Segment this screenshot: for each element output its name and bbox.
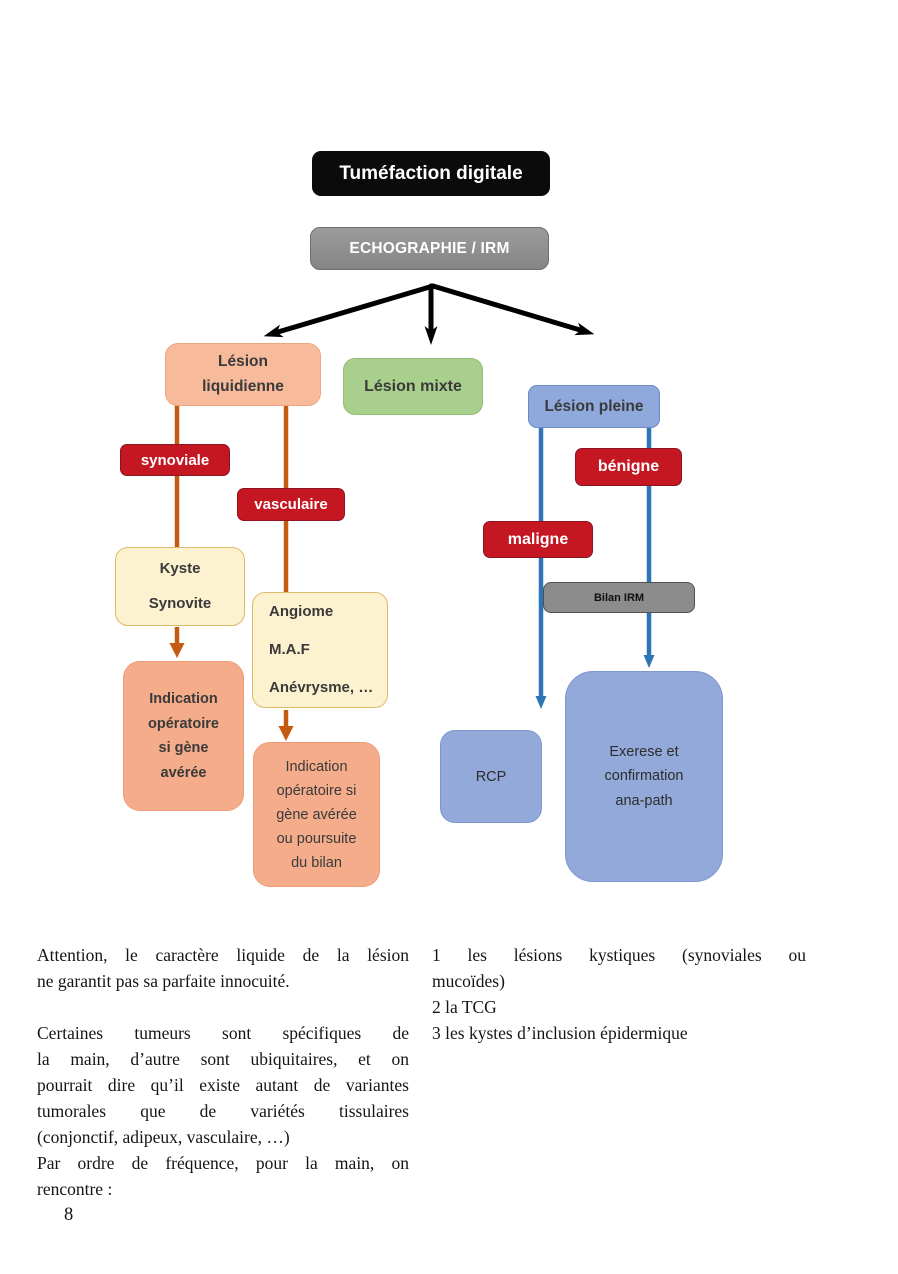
node-indication-operatoire-2 <box>253 742 380 887</box>
diagram-title: Tuméfaction digitale <box>312 151 550 196</box>
arrow-to-lesion-liquidienne <box>278 286 433 332</box>
tag-maligne: maligne <box>483 521 593 558</box>
text-line: avérée <box>160 764 207 781</box>
node-bilan-irm: Bilan IRM <box>543 582 695 613</box>
text-line: Certaines tumeurs sont spécifiques de <box>37 1023 409 1043</box>
text-line: Exerese et <box>609 743 679 760</box>
modality-box: ECHOGRAPHIE / IRM <box>310 227 549 270</box>
node-exerese <box>565 671 723 882</box>
tag-synoviale: synoviale <box>120 444 230 476</box>
body-right-column <box>432 942 806 1046</box>
kyste-label: Kyste <box>159 560 201 577</box>
node-lesion-pleine: Lésion pleine <box>528 385 660 428</box>
paragraph-certaines-tumeurs <box>37 1020 409 1150</box>
node-rcp: RCP <box>440 730 542 823</box>
paragraph-par-ordre <box>37 1150 409 1202</box>
text-line: ne garantit pas sa parfaite innocuité. <box>37 971 290 991</box>
text-line: tumorales que de variétés tissulaires <box>37 1101 409 1121</box>
page-number: 8 <box>64 1205 74 1225</box>
text-line: pourrait dire qu’il existe autant de variantes <box>37 1075 409 1095</box>
text-line: rencontre : <box>37 1179 113 1199</box>
list-item-3: 3 les kystes d’inclusion épidermique <box>432 1023 688 1043</box>
text-line: Indication <box>285 758 348 775</box>
text-line: opératoire si <box>276 782 357 799</box>
node-indication-operatoire-1 <box>123 661 244 811</box>
tag-vasculaire: vasculaire <box>237 488 345 521</box>
text-line: (conjonctif, adipeux, vasculaire, …) <box>37 1127 290 1147</box>
text-line: 1 les lésions kystiques (synoviales ou <box>432 945 806 965</box>
node-lesion-mixte: Lésion mixte <box>343 358 483 415</box>
text-line: opératoire <box>148 715 219 732</box>
text-line: confirmation <box>604 768 684 785</box>
angiome-label: Angiome <box>269 603 334 620</box>
tag-benigne: bénigne <box>575 448 682 486</box>
list-item-1 <box>432 942 806 994</box>
anevrysme-label: Anévrysme, … <box>269 679 374 696</box>
text-line: mucoïdes) <box>432 971 505 991</box>
text-line: Par ordre de fréquence, pour la main, on <box>37 1153 409 1173</box>
arrow-to-lesion-pleine <box>433 286 580 330</box>
text-line: si gène <box>158 740 209 756</box>
synovite-label: Synovite <box>148 595 212 612</box>
text-line: la main, d’autre sont ubiquitaires, et on <box>37 1049 409 1069</box>
list-item-2: 2 la TCG <box>432 997 497 1017</box>
text-line: Attention, le caractère liquide de la lésion <box>37 945 409 965</box>
node-lesion-liquidienne: Lésion liquidienne <box>165 343 321 406</box>
text-line: gène avérée <box>276 806 357 823</box>
text-line: du bilan <box>291 854 342 871</box>
body-left-column <box>37 942 409 1202</box>
paragraph-attention <box>37 942 409 994</box>
text-line: ou poursuite <box>276 830 357 847</box>
node-angiome <box>252 592 388 708</box>
text-line: ana-path <box>615 792 673 809</box>
maf-label: M.A.F <box>269 641 310 658</box>
node-kyste-synovite <box>115 547 245 626</box>
text-line: Indication <box>149 691 218 707</box>
